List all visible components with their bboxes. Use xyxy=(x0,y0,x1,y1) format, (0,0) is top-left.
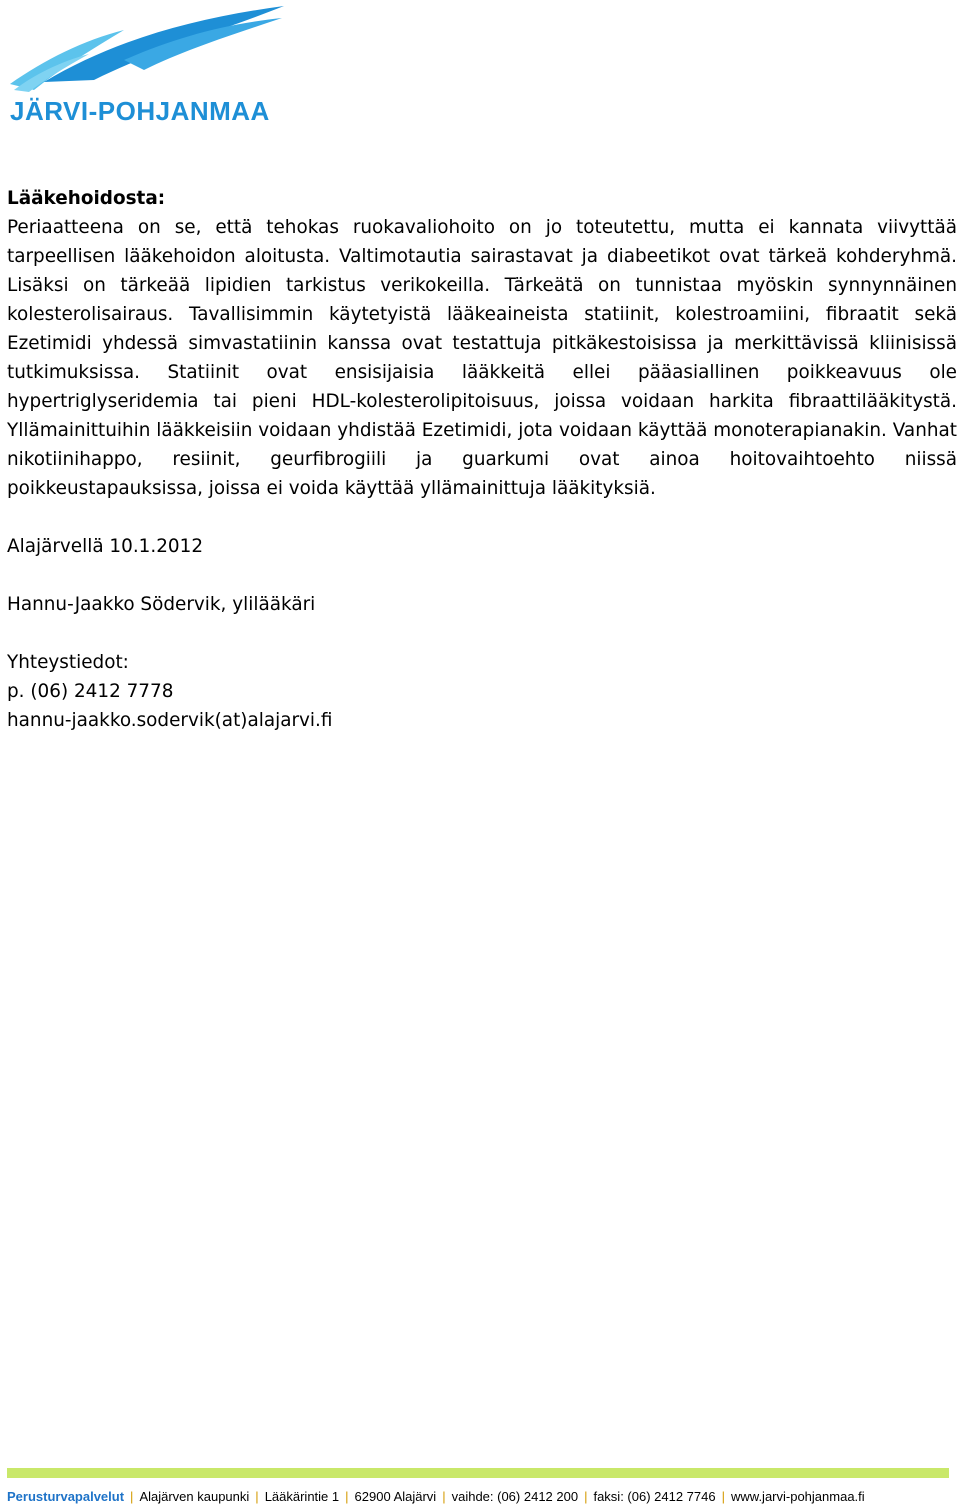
footer: Perusturvapalvelut | Alajärven kaupunki | Lääkärintie 1 | 62900 Alajärvi | vaihde: (06) 2412 200 | faksi: (06) 2412 7746 | www.jarvi-pohjanmaa.fi xyxy=(7,1489,865,1504)
letter-body xyxy=(7,184,957,735)
footer-item: faksi: (06) 2412 7746 xyxy=(593,1489,716,1504)
footer-item: Lääkärintie 1 xyxy=(264,1489,340,1504)
main-paragraph: Periaatteena on se, että tehokas ruokavaliohoito on jo toteutettu, mutta ei kannata viivyttää tarpeellisen lääkehoidon aloitusta. Valtimotautia sairastavat ja diabeetikot ovat tärkeä kohderyhmä. Lisäksi on tärkeää lipidien tarkistus verikokeilla. Tärkeätä on tunnistaa myöskin synnynnäinen kolesterolisairaus. Tavallisimmin käytetyistä lääkeaineista statiinit, kolestroamiini, fibraatit sekä Ezetimidi yhdessä simvastatiinin kanssa ovat testattuja pitkäkestoisissa ja merkittävissä kliinisissä tutkimuksissa. Statiinit ovat ensisijaisia lääkkeitä ellei pääasiallinen poikkeavuus ole hypertriglyseridemia tai pieni HDL-kolesterolipitoisuus, joissa voidaan harkita fibraattilääkitystä. Yllämainittuihin lääkkeisiin voidaan yhdistää Ezetimidi, jota voidaan käyttää monoterapianakin. Vanhat nikotiinihappo, resiinit, geurfibrogiili ja guarkumi ovat ainoa hoitovaihtoehto niissä poikkeustapauksissa, joissa ei voida käyttää yllämainittuja lääkityksiä. xyxy=(7,217,957,499)
logo-swoosh-icon xyxy=(4,0,294,100)
footer-link[interactable]: www.jarvi-pohjanmaa.fi xyxy=(731,1489,865,1504)
contact-email: hannu-jaakko.sodervik(at)alajarvi.fi xyxy=(7,710,333,731)
logo xyxy=(4,0,294,130)
footer-item: Alajärven kaupunki xyxy=(139,1489,250,1504)
contact-phone: p. (06) 2412 7778 xyxy=(7,681,174,702)
footer-item: 62900 Alajärvi xyxy=(354,1489,437,1504)
contact-title: Yhteystiedot: xyxy=(7,652,129,673)
section-heading: Lääkehoidosta: xyxy=(7,188,166,209)
signature: Hannu-Jaakko Södervik, ylilääkäri xyxy=(7,594,316,615)
logo-wordmark: JÄRVI-POHJANMAA xyxy=(10,96,270,126)
footer-item: vaihde: (06) 2412 200 xyxy=(451,1489,579,1504)
place-date: Alajärvellä 10.1.2012 xyxy=(7,536,204,557)
footer-bar xyxy=(7,1468,949,1478)
footer-brand: Perusturvapalvelut xyxy=(7,1489,125,1504)
